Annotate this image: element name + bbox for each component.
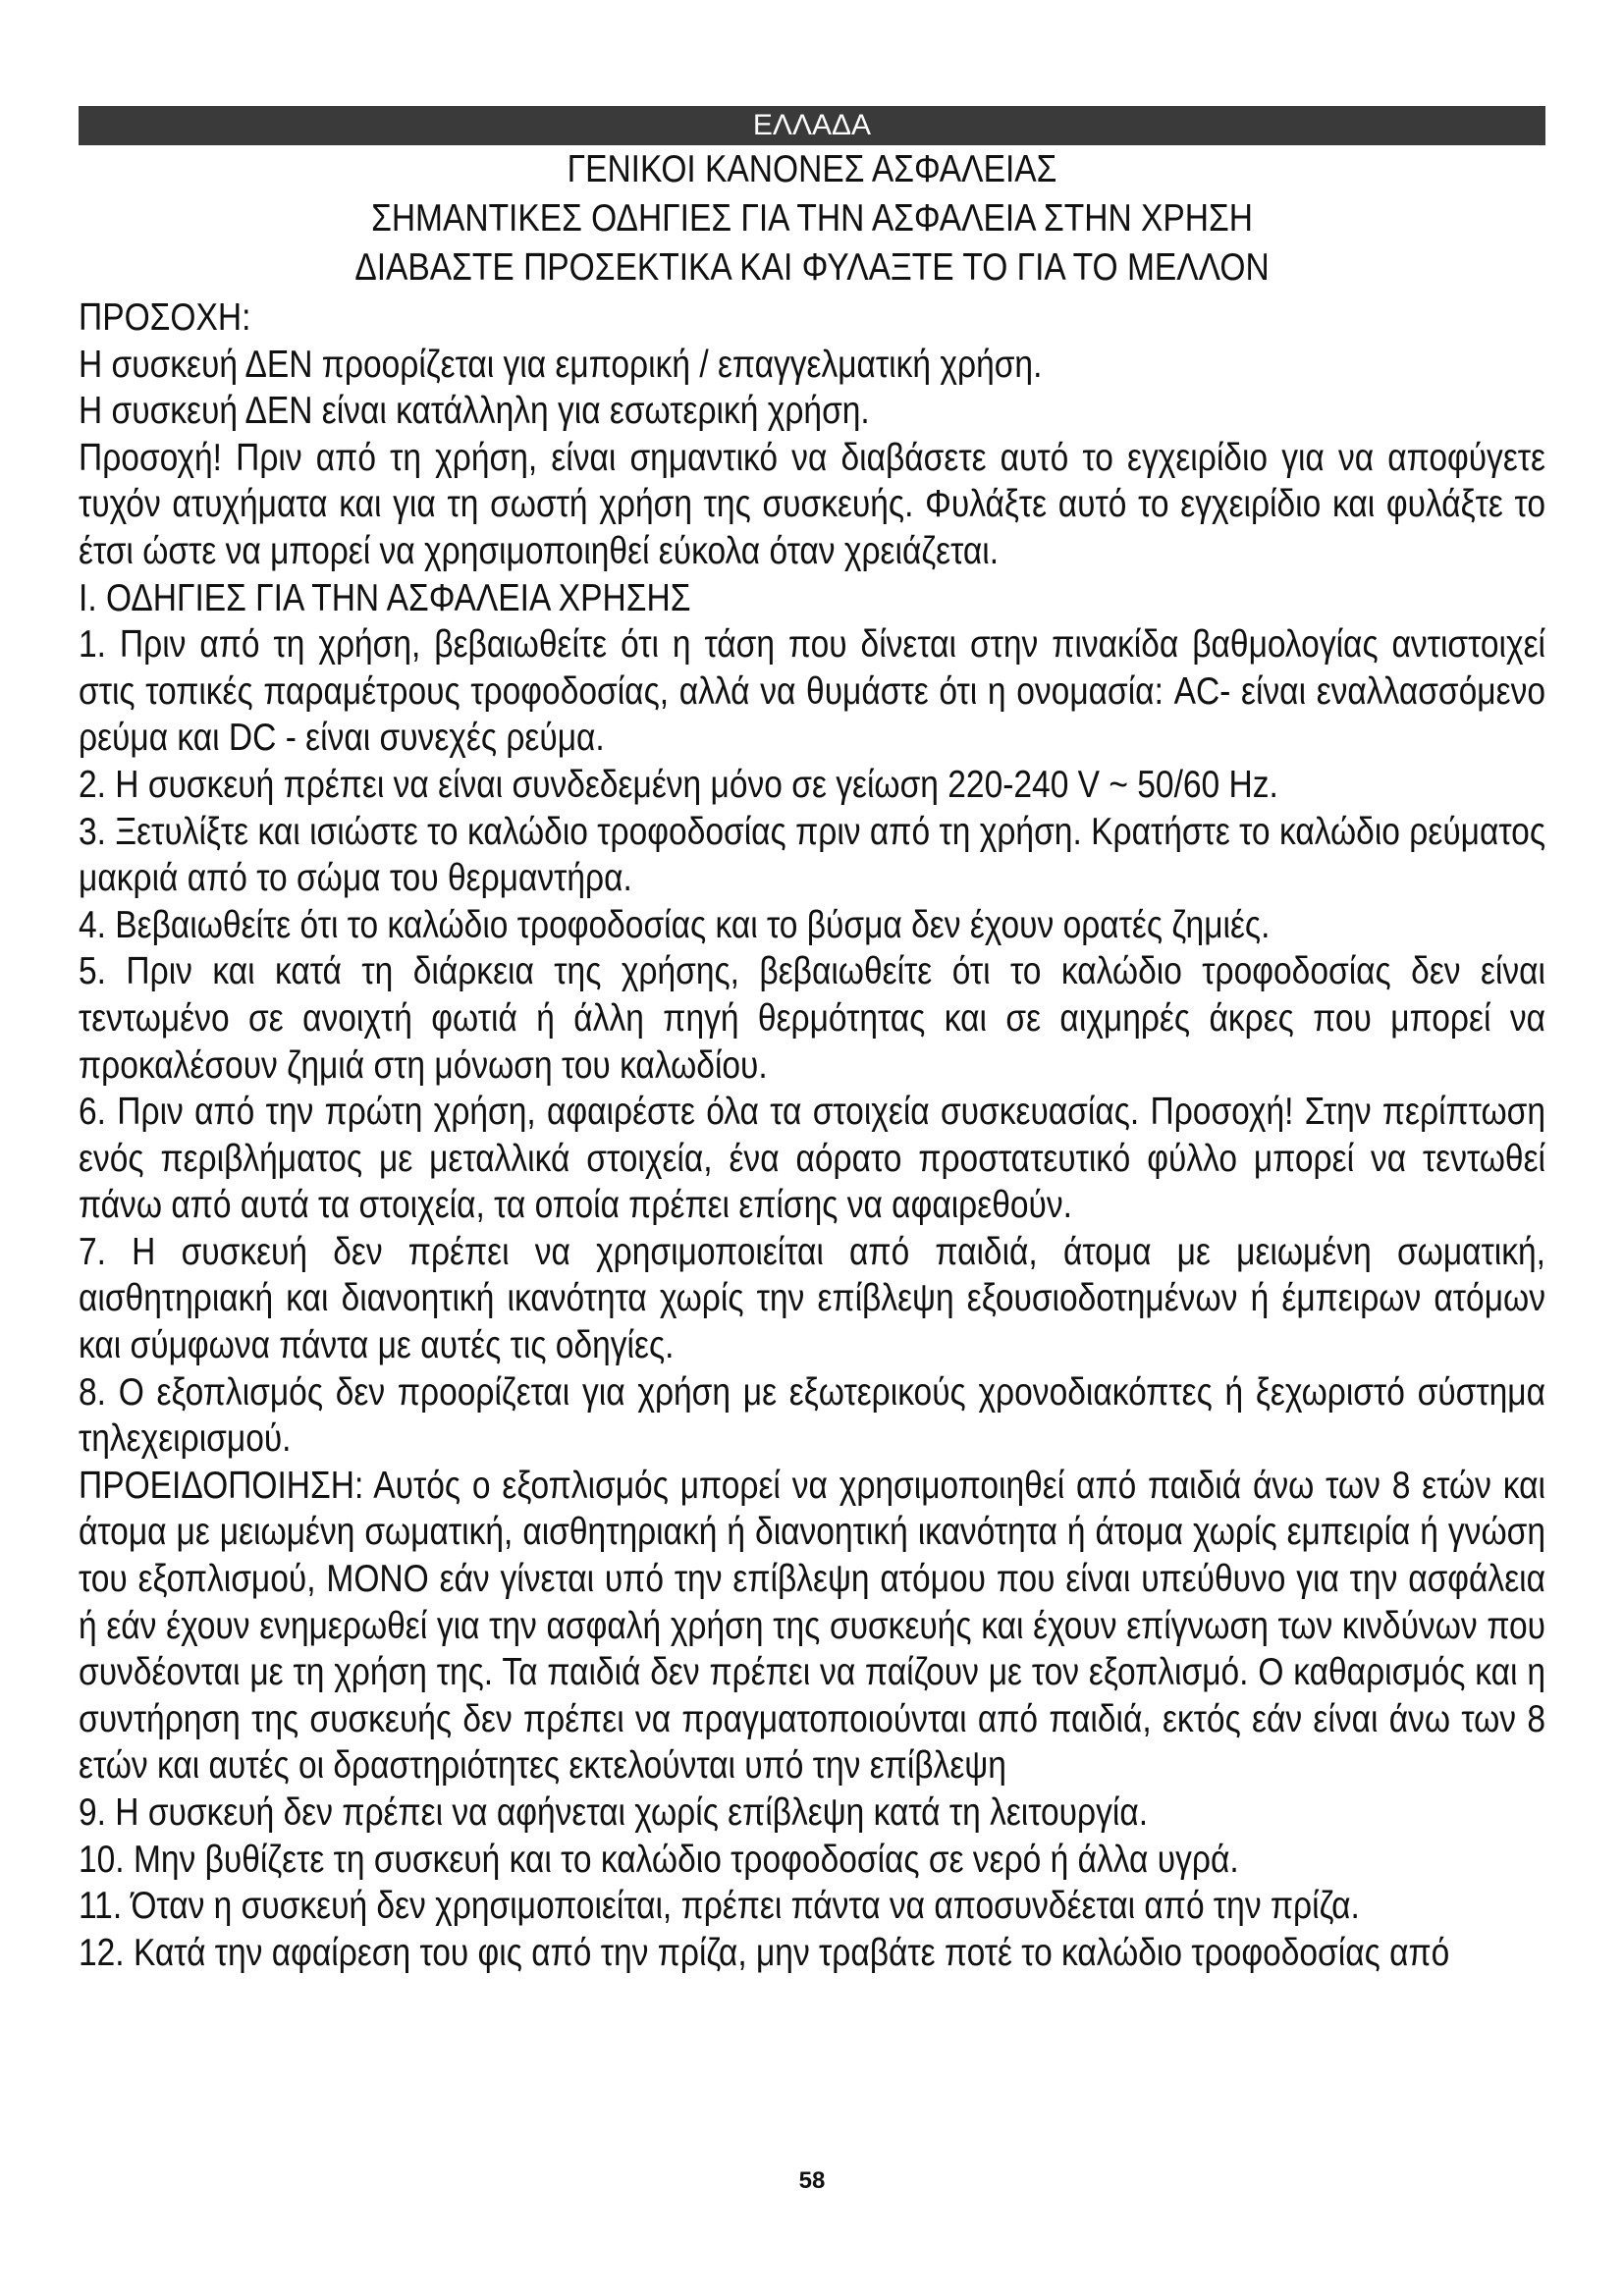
page-number: 58 [798,2167,826,2194]
caution-heading: ΠΡΟΣΟΧΗ: [79,296,251,339]
instruction-item-12: 12. Κατά την αφαίρεση του φις από την πρίζα, μην τραβάτε ποτέ το καλώδιο τροφοδοσίας από [79,1931,1450,1974]
title-read-carefully: ΔΙΑΒΑΣΤΕ ΠΡΟΣΕΚΤΙΚΑ ΚΑΙ ΦΥΛΑΞΤΕ ΤΟ ΓΙΑ ΤΟ ΜΕΛΛΟΝ [354,246,1270,289]
caution-paragraph: Προσοχή! Πριν από τη χρήση, είναι σημαντικό να διαβάσετε αυτό το εγχειρίδιο για να αποφύγετε τυχόν ατυχήματα και για τη σωστή χρήση της συσκευής. Φυλάξτε αυτό το εγχειρίδιο και φυλάξτε το έτσι ώστε να μπορεί να χρησιμοποιηθεί εύκολα όταν χρειάζεται. [79,436,1545,572]
title-important-instructions: ΣΗΜΑΝΤΙΚΕΣ ΟΔΗΓΙΕΣ ΓΙΑ ΤΗΝ ΑΣΦΑΛΕΙΑ ΣΤΗΝ ΧΡΗΣΗ [371,197,1253,240]
body-text [79,294,1545,1976]
instruction-item-6: 6. Πριν από την πρώτη χρήση, αφαιρέστε όλα τα στοιχεία συσκευασίας. Προσοχή! Στην περίπτωση ενός περιβλήματος με μεταλλικά στοιχεία, ένα αόρατο προστατευτικό φύλλο μπορεί να τεντωθεί πάνω από αυτά τα στοιχεία, τα οποία πρέπει επίσης να αφαιρεθούν. [79,1091,1545,1227]
warning-paragraph: ΠΡΟΕΙΔΟΠΟΙΗΣΗ: Αυτός ο εξοπλισμός μπορεί να χρησιμοποιηθεί από παιδιά άνω των 8 ετών και άτομα με μειωμένη σωματική, αισθητηριακή ή διανοητική ικανότητα ή άτομα χωρίς εμπειρία ή γνώση του εξοπλισμού, ΜΟΝΟ εάν γίνεται υπό την επίβλεψη ατόμου που είναι υπεύθυνο για την ασφάλεια ή εάν έχουν ενημερωθεί για την ασφαλή χρήση της συσκευής και έχουν επίγνωση των κινδύνων που συνδέονται με τη χρήση της. Τα παιδιά δεν πρέπει να παίζουν με τον εξοπλισμό. Ο καθαρισμός και η συντήρηση της συσκευής δεν πρέπει να πραγματοποιούνται από παιδιά, εκτός εάν είναι άνω των 8 ετών και αυτές οι δραστηριότητες εκτελούνται υπό την επίβλεψη [79,1464,1545,1788]
instruction-item-3: 3. Ξετυλίξτε και ισιώστε το καλώδιο τροφοδοσίας πριν από τη χρήση. Κρατήστε το καλώδιο ρεύματος μακριά από το σώμα του θερμαντήρα. [79,810,1545,900]
title-general-safety-rules: ΓΕΝΙΚΟΙ ΚΑΝΟΝΕΣ ΑΣΦΑΛΕΙΑΣ [567,148,1057,190]
caution-line-2: Η συσκευή ΔΕΝ είναι κατάλληλη για εσωτερική χρήση. [79,390,870,433]
instruction-item-11: 11. Όταν η συσκευή δεν χρησιμοποιείται, πρέπει πάντα να αποσυνδέεται από την πρίζα. [79,1885,1360,1928]
instruction-item-4: 4. Βεβαιωθείτε ότι το καλώδιο τροφοδοσίας και το βύσμα δεν έχουν ορατές ζημιές. [79,903,1271,946]
caution-line-1: Η συσκευή ΔΕΝ προορίζεται για εμπορική / επαγγελματική χρήση. [79,343,1043,386]
section-heading: I. ΟΔΗΓΙΕΣ ΓΙΑ ΤΗΝ ΑΣΦΑΛΕΙΑ ΧΡΗΣΗΣ [79,576,691,619]
language-banner: ΕΛΛΑΔΑ [79,106,1545,145]
instruction-item-7: 7. Η συσκευή δεν πρέπει να χρησιμοποιείται από παιδιά, άτομα με μειωμένη σωματική, αισθητηριακή και διανοητική ικανότητα χωρίς την επίβλεψη εξουσιοδοτημένων ή έμπειρων ατόμων και σύμφωνα πάντα με αυτές τις οδηγίες. [79,1230,1545,1367]
instruction-item-10: 10. Μην βυθίζετε τη συσκευή και το καλώδιο τροφοδοσίας σε νερό ή άλλα υγρά. [79,1838,1239,1881]
instruction-item-2: 2. Η συσκευή πρέπει να είναι συνδεδεμένη μόνο σε γείωση 220-240 V ~ 50/60 Hz. [79,763,1278,806]
instruction-item-1: 1. Πριν από τη χρήση, βεβαιωθείτε ότι η τάση που δίνεται στην πινακίδα βαθμολογίας αντιστοιχεί στις τοπικές παραμέτρους τροφοδοσίας, αλλά να θυμάστε ότι η ονομασία: AC- είναι εναλλασσόμενο ρεύμα και DC - είναι συνεχές ρεύμα. [79,623,1545,760]
instruction-item-9: 9. Η συσκευή δεν πρέπει να αφήνεται χωρίς επίβλεψη κατά τη λειτουργία. [79,1791,1149,1834]
instruction-item-5: 5. Πριν και κατά τη διάρκεια της χρήσης, βεβαιωθείτε ότι το καλώδιο τροφοδοσίας δεν είναι τεντωμένο σε ανοιχτή φωτιά ή άλλη πηγή θερμότητας και σε αιχμηρές άκρες που μπορεί να προκαλέσουν ζημιά στη μόνωση του καλωδίου. [79,950,1545,1087]
title-block [79,145,1545,293]
instruction-item-8: 8. Ο εξοπλισμός δεν προορίζεται για χρήση με εξωτερικούς χρονοδιακόπτες ή ξεχωριστό σύστημα τηλεχειρισμού. [79,1370,1545,1461]
